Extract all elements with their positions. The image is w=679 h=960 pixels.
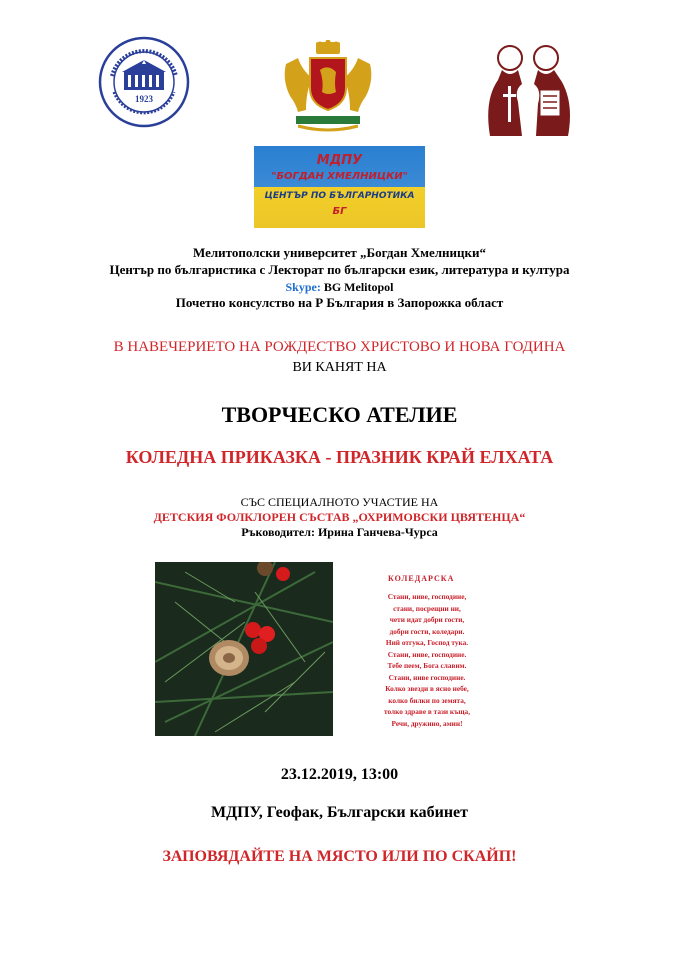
event-place: МДПУ, Геофак, Български кабинет [211, 804, 468, 821]
badge-name: "БОГДАН ХМЕЛНИЦКИ" [271, 171, 408, 182]
call-to-action: ЗАПОВЯДАЙТЕ НА МЯСТО ИЛИ ПО СКАЙП! [162, 848, 517, 865]
badge-center: ЦЕНТЪР ПО БЪЛГАРНОТИКА [264, 191, 415, 201]
invites-line: ВИ КАНЯТ НА [292, 360, 387, 375]
carol-line: Стани, ниве господине. [388, 672, 466, 682]
carol-line: Стани, ниве, господине, [387, 592, 467, 601]
carol-line: Тебе пеем, Бога славим. [387, 661, 467, 670]
badge-short: БГ [332, 206, 347, 217]
mdpu-center-badge [254, 146, 425, 228]
ensemble-leader: Ръководител: Ирина Ганчева-Чурса [241, 525, 438, 539]
carol-line: Ний отгука, Господ тука. [385, 638, 469, 647]
participation-intro: СЪС СПЕЦИАЛНОТО УЧАСТИЕ НА [240, 495, 439, 509]
christmas-branch-photo [155, 562, 333, 736]
carol-line: колко билки по земята, [388, 695, 466, 705]
university-name: Мелитополски университет „Богдан Хмелницки“ [193, 245, 486, 260]
carol-line: Речи, дружино, амин! [391, 718, 463, 728]
carol-line: толко здраве в тази къща, [383, 707, 471, 716]
carol-line: стани, посрещни ни, [393, 603, 461, 613]
bulgarian-coat-of-arms [276, 40, 380, 132]
skype-line [0, 280, 679, 295]
carol-line: Стани, ниве, господине. [387, 649, 467, 659]
consulate-line: Почетно консулство на Р България в Запорожка област [175, 295, 504, 310]
event-title: ТВОРЧЕСКО АТЕЛИЕ [221, 402, 458, 427]
carol-line: Колко звезди в ясно небе, [385, 684, 469, 693]
carol-line: добри гости, коледари. [389, 626, 465, 636]
event-datetime: 23.12.2019, 13:00 [280, 766, 399, 783]
center-name: Център по българистика с Лекторат по български език, литература и култура [109, 262, 570, 277]
university-year: 1923 [135, 94, 153, 104]
university-seal-logo [98, 36, 190, 128]
event-subtitle: КОЛЕДНА ПРИКАЗКА - ПРАЗНИК КРАЙ ЕЛХАТА [125, 447, 554, 467]
occasion-line: В НАВЕЧЕРИЕТО НА РОЖДЕСТВО ХРИСТОВО И НОВА ГОДИНА [113, 339, 566, 355]
badge-title: МДПУ [316, 153, 363, 168]
carol-line: чети идат добри гости, [389, 615, 465, 624]
skype-label: Skype: [285, 280, 321, 294]
skype-value: BG Melitopol [323, 280, 394, 294]
carol-title: КОЛЕДАРСКА [388, 574, 455, 583]
carol-text-block [356, 574, 498, 729]
ensemble-name: ДЕТСКИЯ ФОЛКЛОРЕН СЪСТАВ „ОХРИМОВСКИ ЦВЯТЕНЦА“ [153, 510, 526, 524]
saints-cyril-methodius-icon [478, 40, 580, 144]
